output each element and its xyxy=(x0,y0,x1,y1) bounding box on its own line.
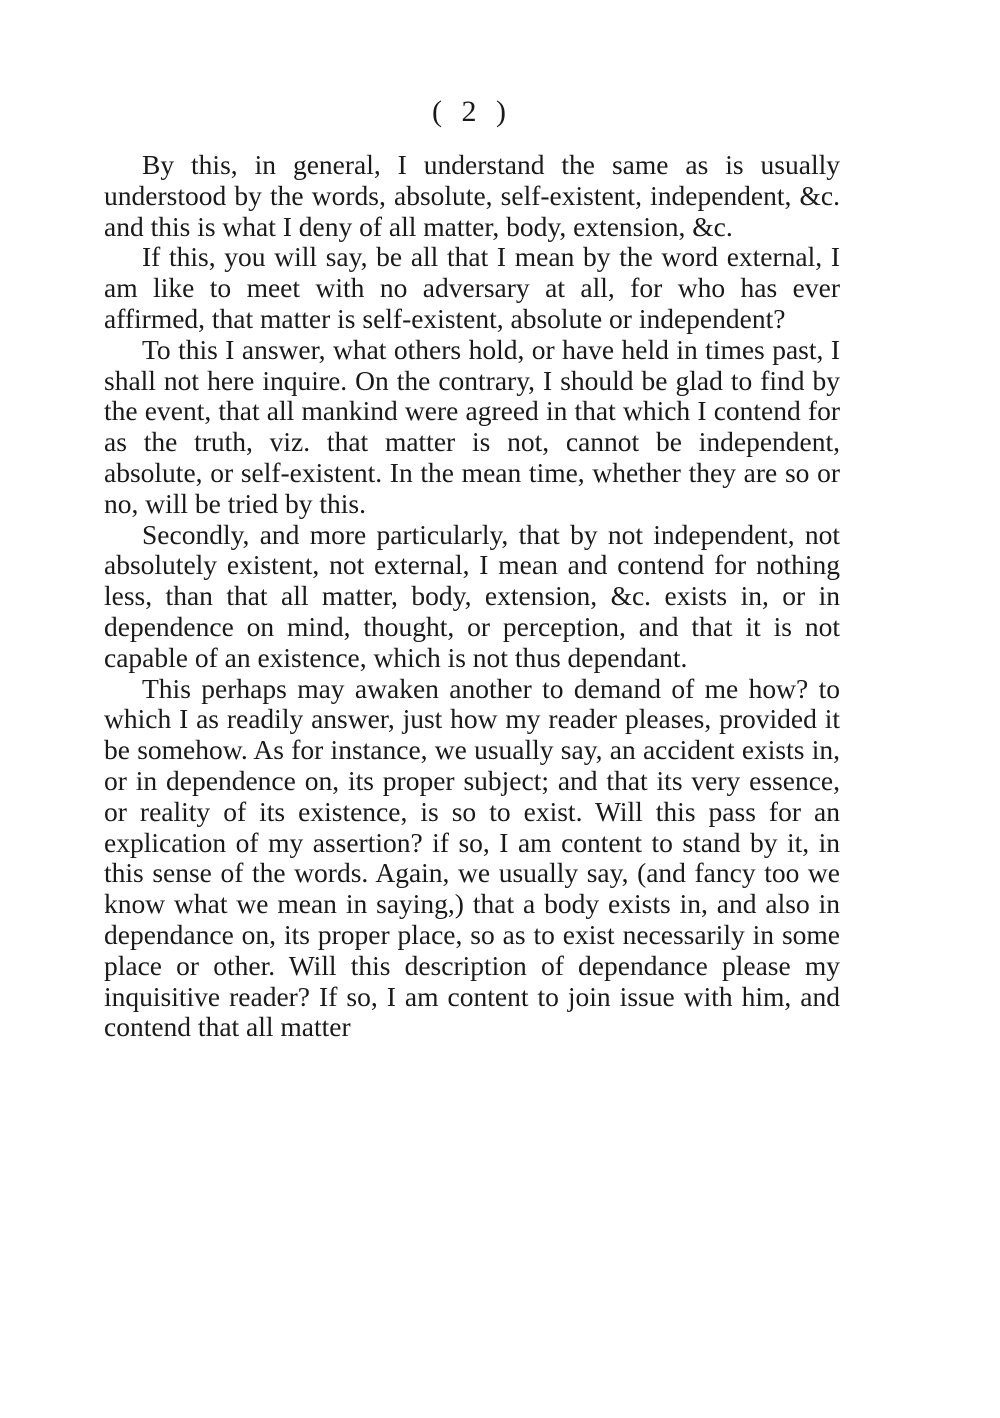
paragraph-1: By this, in general, I understand the same as is usually understood by the words, absolute, self-existent, independent, &c. and this is what I deny of all matter, body, extension, &c. xyxy=(104,149,840,242)
paragraph-5: This perhaps may awaken another to demand of me how? to which I as readily answer, just how my reader pleases, provided it be somehow. As for instance, we usually say, an accident exists in, or in dependence on, its proper subject; and that its very essence, or reality of its existence, is so to exist. Will this pass for an explication of my assertion? if so, I am content to stand by it, in this sense of the words. Again, we usually say, (and fancy too we know what we mean in saying,) that a body exists in, and also in dependance on, its proper place, so as to exist necessarily in some place or other. Will this description of dependance please my inquisitive reader? If so, I am content to join issue with him, and contend that all matter xyxy=(104,672,840,1043)
paragraph-4: Secondly, and more particularly, that by not independent, not absolutely existent, not external, I mean and contend for nothing less, than that all matter, body, extension, &c. exists in, or in dependence on mind, thought, or perception, and that it is not capable of an existence, which is not thus dependant. xyxy=(104,518,840,673)
paragraph-3: To this I answer, what others hold, or have held in times past, I shall not here inquire. On the contrary, I should be glad to find by the event, that all mankind were agreed in that which I contend for as the truth, viz. that matter is not, cannot be independent, absolute, or self-existent. In the mean time, whether they are so or no, will be tried by this. xyxy=(104,333,840,519)
document-page xyxy=(104,92,840,1043)
paragraph-2: If this, you will say, be all that I mean by the word external, I am like to meet with no adversary at all, for who has ever affirmed, that matter is self-existent, absolute or independent? xyxy=(104,241,840,334)
page-number: ( 2 ) xyxy=(432,95,512,128)
